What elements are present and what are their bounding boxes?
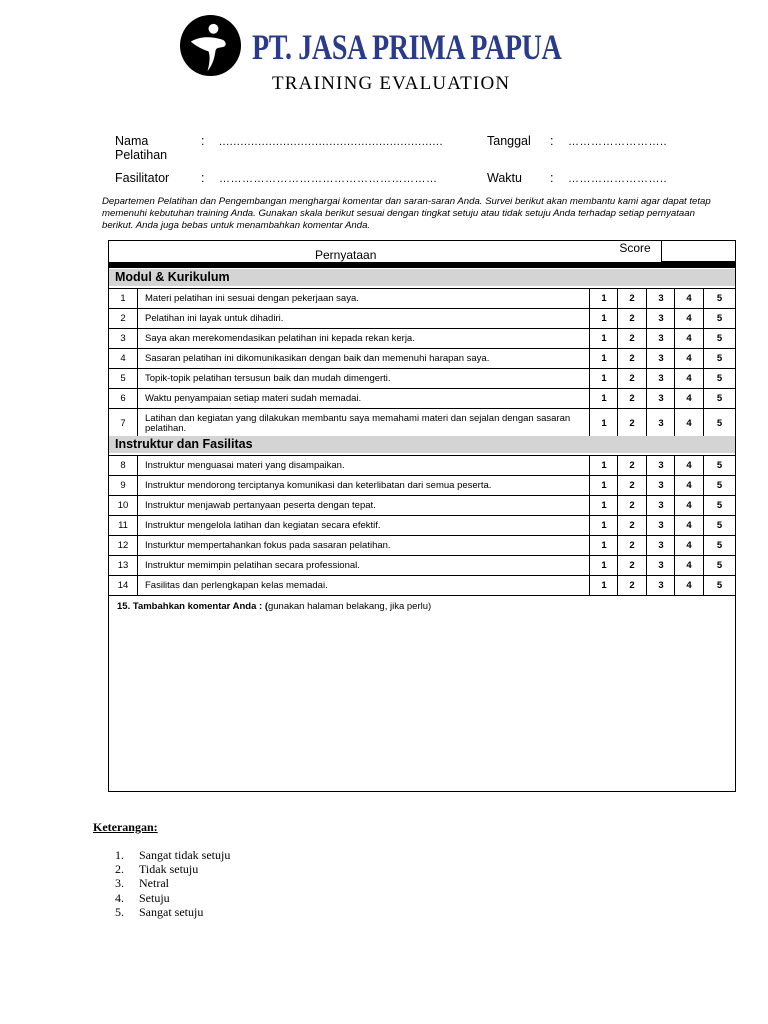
legend-label: Sangat tidak setuju xyxy=(139,848,231,862)
colon: : xyxy=(201,171,205,185)
comment-label: 15. Tambahkan komentar Anda : ( xyxy=(117,601,268,612)
table-row xyxy=(109,348,735,368)
score-option-4[interactable]: 4 xyxy=(674,389,703,408)
score-option-5[interactable]: 5 xyxy=(703,289,735,308)
statement-text: Insturktur mempertahankan fokus pada sasaran pelatihan. xyxy=(145,539,391,551)
score-option-5[interactable]: 5 xyxy=(703,536,735,555)
score-option-5[interactable]: 5 xyxy=(703,576,735,595)
tanggal-label: Tanggal xyxy=(487,134,531,148)
legend-item xyxy=(115,862,230,876)
row-number: 13 xyxy=(109,556,138,575)
comment-prompt xyxy=(117,601,431,612)
row-number: 5 xyxy=(109,369,138,388)
intro-text: Departemen Pelatihan dan Pengembangan menghargai komentar dan saran-saran Anda. Survei berikut akan membantu kami agar dapat tetap memenuhi kebutuhan training Anda. Gunakan skala berikut sesuai dengan tingkat setuju atau tidak setuju Anda terhadap setiap pernyataan berikut. Anda juga bebas untuk menambahkan komentar Anda. xyxy=(102,196,711,231)
score-option-4[interactable]: 4 xyxy=(674,409,703,438)
form-title: TRAINING EVALUATION xyxy=(272,73,511,94)
nama-pelatihan-label: Nama Pelatihan xyxy=(115,134,168,162)
company-name: PT. JASA PRIMA PAPUA xyxy=(252,27,562,67)
section-header: Instruktur dan Fasilitas xyxy=(109,436,735,453)
table-row xyxy=(109,288,735,308)
score-option-3[interactable]: 3 xyxy=(646,456,675,475)
row-number: 2 xyxy=(109,309,138,328)
score-option-5[interactable]: 5 xyxy=(703,309,735,328)
table-row xyxy=(109,515,735,535)
score-option-1[interactable]: 1 xyxy=(589,329,618,348)
score-option-2[interactable]: 2 xyxy=(617,369,646,388)
table-row xyxy=(109,555,735,575)
score-option-4[interactable]: 4 xyxy=(674,309,703,328)
score-option-1[interactable]: 1 xyxy=(589,409,618,438)
score-option-3[interactable]: 3 xyxy=(646,309,675,328)
row-number: 8 xyxy=(109,456,138,475)
score-option-1[interactable]: 1 xyxy=(589,456,618,475)
score-option-1[interactable]: 1 xyxy=(589,496,618,515)
legend-list xyxy=(115,848,230,919)
row-number: 14 xyxy=(109,576,138,595)
table-row xyxy=(109,388,735,408)
statement-text: Instruktur memimpin pelatihan secara professional. xyxy=(145,559,360,571)
score-option-2[interactable]: 2 xyxy=(617,409,646,438)
score-option-4[interactable]: 4 xyxy=(674,369,703,388)
legend-label: Netral xyxy=(139,876,169,891)
legend-number: 5. xyxy=(115,904,124,919)
table-row xyxy=(109,455,735,475)
score-option-1[interactable]: 1 xyxy=(589,556,618,575)
row-number: 11 xyxy=(109,516,138,535)
score-option-1[interactable]: 1 xyxy=(589,349,618,368)
score-option-5[interactable]: 5 xyxy=(703,476,735,495)
tanggal-field[interactable]: …………………….. xyxy=(568,136,668,148)
score-option-3[interactable]: 3 xyxy=(646,329,675,348)
table-row xyxy=(109,408,735,438)
row-divider xyxy=(109,595,735,596)
statement-text: Materi pelatihan ini sesuai dengan pekerjaan saya. xyxy=(145,292,359,304)
score-option-2[interactable]: 2 xyxy=(617,329,646,348)
score-option-3[interactable]: 3 xyxy=(646,289,675,308)
score-option-3[interactable]: 3 xyxy=(646,536,675,555)
row-number: 6 xyxy=(109,389,138,408)
header-score-box xyxy=(661,241,735,262)
legend-number: 3. xyxy=(115,876,124,891)
score-option-2[interactable]: 2 xyxy=(617,516,646,535)
header-divider xyxy=(109,262,735,268)
legend-label: Sangat setuju xyxy=(139,904,204,919)
statement-text: Instruktur menjawab pertanyaan peserta dengan tepat. xyxy=(145,499,376,511)
score-option-2[interactable]: 2 xyxy=(617,496,646,515)
score-option-5[interactable]: 5 xyxy=(703,389,735,408)
score-option-5[interactable]: 5 xyxy=(703,369,735,388)
statement-text: Instruktur menguasai materi yang disampaikan. xyxy=(145,459,345,471)
legend-label: Tidak setuju xyxy=(139,862,199,877)
score-option-3[interactable]: 3 xyxy=(646,476,675,495)
row-number: 9 xyxy=(109,476,138,495)
table-row xyxy=(109,328,735,348)
row-number: 3 xyxy=(109,329,138,348)
score-option-1[interactable]: 1 xyxy=(589,289,618,308)
score-option-2[interactable]: 2 xyxy=(617,389,646,408)
score-option-5[interactable]: 5 xyxy=(703,349,735,368)
score-option-4[interactable]: 4 xyxy=(674,476,703,495)
score-option-1[interactable]: 1 xyxy=(589,389,618,408)
score-option-4[interactable]: 4 xyxy=(674,496,703,515)
row-number: 1 xyxy=(109,289,138,308)
score-option-4[interactable]: 4 xyxy=(674,576,703,595)
statement-text: Sasaran pelatihan ini dikomunikasikan dengan baik dan memenuhi harapan saya. xyxy=(145,352,490,364)
score-option-3[interactable]: 3 xyxy=(646,576,675,595)
score-option-2[interactable]: 2 xyxy=(617,289,646,308)
statement-text: Fasilitas dan perlengkapan kelas memadai. xyxy=(145,579,328,591)
statement-text: Instruktur mengelola latihan dan kegiatan secara efektif. xyxy=(145,519,381,531)
score-option-4[interactable]: 4 xyxy=(674,349,703,368)
statement-text: Waktu penyampaian setiap materi sudah memadai. xyxy=(145,392,362,404)
evaluation-table xyxy=(108,240,736,792)
legend-item xyxy=(115,848,230,862)
score-option-1[interactable]: 1 xyxy=(589,516,618,535)
score-option-3[interactable]: 3 xyxy=(646,389,675,408)
score-option-4[interactable]: 4 xyxy=(674,516,703,535)
legend-number: 4. xyxy=(115,890,124,905)
colon: : xyxy=(201,134,205,148)
table-row xyxy=(109,495,735,515)
score-option-5[interactable]: 5 xyxy=(703,409,735,438)
score-option-5[interactable]: 5 xyxy=(703,516,735,535)
score-option-4[interactable]: 4 xyxy=(674,329,703,348)
fasilitator-field[interactable]: ………………………………………………… xyxy=(219,173,438,185)
score-option-1[interactable]: 1 xyxy=(589,476,618,495)
legend-item xyxy=(115,876,230,890)
score-option-5[interactable]: 5 xyxy=(703,496,735,515)
legend-item xyxy=(115,905,230,919)
comment-hint: gunakan halaman belakang, jika perlu) xyxy=(267,601,432,612)
score-option-4[interactable]: 4 xyxy=(674,289,703,308)
score-option-2[interactable]: 2 xyxy=(617,476,646,495)
table-row xyxy=(109,368,735,388)
statement-text: Latihan dan kegiatan yang dilakukan membantu saya memahami materi dan sejalan dengan sasaran pelatihan. xyxy=(145,412,571,434)
score-option-2[interactable]: 2 xyxy=(617,349,646,368)
header-statement: Pernyataan xyxy=(315,248,377,262)
score-option-5[interactable]: 5 xyxy=(703,556,735,575)
score-option-5[interactable]: 5 xyxy=(703,329,735,348)
score-option-3[interactable]: 3 xyxy=(646,409,675,438)
score-option-2[interactable]: 2 xyxy=(617,536,646,555)
table-row xyxy=(109,475,735,495)
fasilitator-label: Fasilitator xyxy=(115,171,170,185)
colon: : xyxy=(550,134,554,148)
legend-item xyxy=(115,891,230,905)
nama-pelatihan-field[interactable]: ............................................................... xyxy=(219,136,444,148)
row-number: 12 xyxy=(109,536,138,555)
score-option-4[interactable]: 4 xyxy=(674,536,703,555)
header-score: Score xyxy=(619,241,651,255)
score-option-2[interactable]: 2 xyxy=(617,576,646,595)
score-option-3[interactable]: 3 xyxy=(646,516,675,535)
section-header: Modul & Kurikulum xyxy=(109,269,735,286)
score-option-3[interactable]: 3 xyxy=(646,369,675,388)
score-option-3[interactable]: 3 xyxy=(646,349,675,368)
score-option-4[interactable]: 4 xyxy=(674,456,703,475)
colon: : xyxy=(550,171,554,185)
score-option-1[interactable]: 1 xyxy=(589,536,618,555)
waktu-field[interactable]: …………………….. xyxy=(568,173,668,185)
row-number: 4 xyxy=(109,349,138,368)
statement-text: Topik-topik pelatihan tersusun baik dan mudah dimengerti. xyxy=(145,372,391,384)
legend-number: 2. xyxy=(115,862,124,877)
score-option-3[interactable]: 3 xyxy=(646,496,675,515)
table-header xyxy=(109,241,735,262)
legend-title: Keterangan: xyxy=(93,820,158,834)
table-row xyxy=(109,308,735,328)
legend-number: 1. xyxy=(115,848,124,862)
score-option-2[interactable]: 2 xyxy=(617,309,646,328)
score-option-1[interactable]: 1 xyxy=(589,576,618,595)
score-option-5[interactable]: 5 xyxy=(703,456,735,475)
score-option-3[interactable]: 3 xyxy=(646,556,675,575)
row-number: 10 xyxy=(109,496,138,515)
waktu-label: Waktu xyxy=(487,171,522,185)
table-row xyxy=(109,575,735,595)
statement-text: Pelatihan ini layak untuk dihadiri. xyxy=(145,312,284,324)
statement-text: Instruktur mendorong terciptanya komunikasi dan keterlibatan dari semua peserta. xyxy=(145,479,492,491)
company-logo xyxy=(179,14,242,77)
score-option-2[interactable]: 2 xyxy=(617,556,646,575)
score-option-1[interactable]: 1 xyxy=(589,309,618,328)
score-option-4[interactable]: 4 xyxy=(674,556,703,575)
score-option-2[interactable]: 2 xyxy=(617,456,646,475)
legend-label: Setuju xyxy=(139,890,170,905)
row-number: 7 xyxy=(109,409,138,438)
statement-text: Saya akan merekomendasikan pelatihan ini kepada rekan kerja. xyxy=(145,332,415,344)
table-row xyxy=(109,535,735,555)
score-option-1[interactable]: 1 xyxy=(589,369,618,388)
